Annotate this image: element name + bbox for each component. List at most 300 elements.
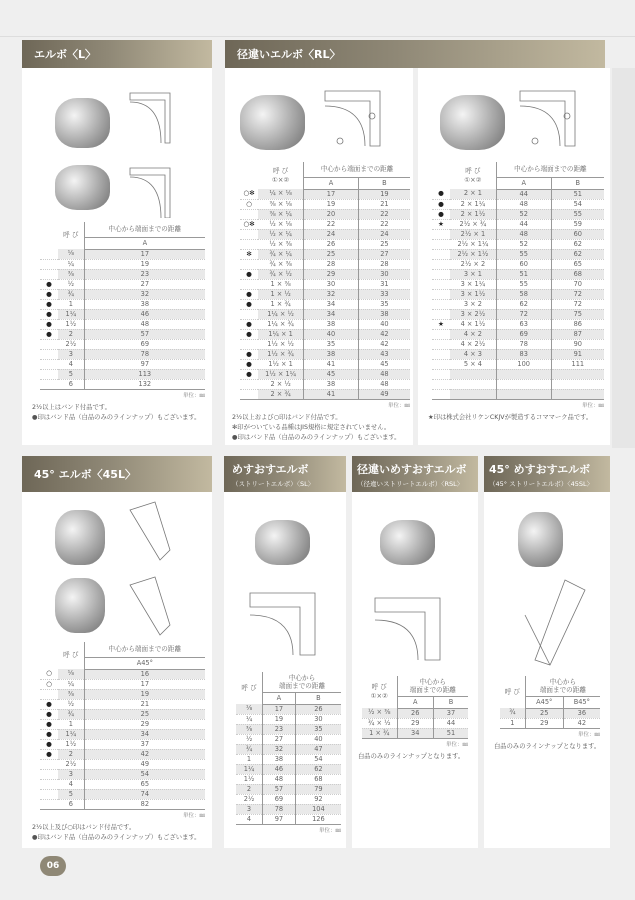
value-cell: 36 xyxy=(563,708,600,718)
table-row xyxy=(240,229,410,239)
street-elbow-photo xyxy=(255,520,310,565)
mark-cell: ● xyxy=(240,329,258,339)
mark-cell xyxy=(40,769,58,779)
value-cell: 111 xyxy=(551,359,604,369)
section-header-rsl xyxy=(352,456,478,492)
value-cell: 32 xyxy=(263,744,296,754)
value-cell: 69 xyxy=(496,329,551,339)
mark-cell xyxy=(40,379,58,389)
mark-cell: ● xyxy=(240,299,258,309)
size-cell: 1¼ xyxy=(58,309,84,319)
size-cell: 5 xyxy=(58,369,84,379)
value-cell: 31 xyxy=(358,279,410,289)
size-header xyxy=(500,676,525,708)
size-cell: ¼ xyxy=(236,714,263,724)
table-row xyxy=(236,794,341,804)
size-cell: ¾ × ¼ xyxy=(258,249,304,259)
size-cell: ⅜ xyxy=(58,689,84,699)
table-row xyxy=(432,279,604,289)
reducing-elbow-drawing xyxy=(515,86,595,156)
table-row xyxy=(432,239,604,249)
mark-cell xyxy=(432,279,450,289)
size-header-sub: ①×② xyxy=(370,692,388,700)
table-row xyxy=(432,249,604,259)
spec-table xyxy=(40,642,205,810)
spec-table xyxy=(240,162,410,400)
table-row xyxy=(40,779,205,789)
mark-cell xyxy=(432,349,450,359)
mark-cell: ● xyxy=(40,319,58,329)
value-cell: 38 xyxy=(263,754,296,764)
value-cell: 60 xyxy=(496,259,551,269)
table-row xyxy=(432,229,604,239)
mark-cell xyxy=(432,259,450,269)
column-header: A xyxy=(397,696,433,708)
value-cell: 38 xyxy=(304,349,359,359)
table-row xyxy=(40,689,205,699)
size-cell: 2½ × 1 xyxy=(450,229,496,239)
size-cell: 2 xyxy=(236,784,263,794)
value-cell: 78 xyxy=(496,339,551,349)
mark-cell: ★ xyxy=(432,319,450,329)
footnote: ●印はバンド品（白品のみのラインナップ）もございます。 xyxy=(32,413,201,421)
table-block xyxy=(428,162,604,423)
size-cell: ¾ xyxy=(236,744,263,754)
distance-header-line: 中心から端面までの距離 xyxy=(108,645,182,654)
value-cell: 37 xyxy=(84,739,205,749)
value-cell: 49 xyxy=(84,759,205,769)
mark-cell: ○✻ xyxy=(240,189,258,199)
size-cell: 1 xyxy=(58,299,84,309)
distance-header xyxy=(397,676,468,696)
section-header-l xyxy=(22,40,212,68)
value-cell: 68 xyxy=(295,774,341,784)
size-cell: 2½ xyxy=(58,339,84,349)
table-row xyxy=(240,189,410,199)
size-cell: 1½ xyxy=(236,774,263,784)
mark-cell xyxy=(40,269,58,279)
mark-cell xyxy=(432,289,450,299)
size-cell: 2½ xyxy=(236,794,263,804)
table-row xyxy=(240,279,410,289)
size-cell: ⅜ xyxy=(236,724,263,734)
size-cell: 2 × ½ xyxy=(258,379,304,389)
spec-table xyxy=(236,672,341,825)
column-header: B45° xyxy=(563,696,600,708)
section-title: 45° エルボ〈45L〉 xyxy=(34,468,136,481)
table-row xyxy=(240,199,410,209)
value-cell: 32 xyxy=(84,289,205,299)
value-cell: 72 xyxy=(496,309,551,319)
table-row xyxy=(236,744,341,754)
value-cell: 17 xyxy=(84,679,205,689)
table-row xyxy=(40,359,205,369)
value-cell: 63 xyxy=(496,319,551,329)
size-cell: ¾ × ½ xyxy=(258,269,304,279)
footnote: 2½以上および○印はバンド付品です。 xyxy=(232,413,342,421)
value-cell: 51 xyxy=(551,189,604,199)
elbow-photo xyxy=(55,165,110,210)
size-cell: 6 xyxy=(58,379,84,389)
size-cell: 1½ × ½ xyxy=(258,339,304,349)
value-cell: 104 xyxy=(295,804,341,814)
mark-cell: ● xyxy=(240,369,258,379)
size-cell: 1¼ × ¾ xyxy=(258,319,304,329)
size-cell: ¾ × ½ xyxy=(362,718,397,728)
value-cell: 20 xyxy=(304,209,359,219)
table-row xyxy=(40,669,205,679)
value-cell: 19 xyxy=(304,199,359,209)
mark-cell: ○ xyxy=(40,669,58,679)
value-cell: 52 xyxy=(496,239,551,249)
table-row xyxy=(236,734,341,744)
size-cell: 1½ xyxy=(58,319,84,329)
size-header-sub: ①×② xyxy=(464,175,482,184)
value-cell: 27 xyxy=(263,734,296,744)
value-cell xyxy=(496,369,551,379)
table-row xyxy=(500,708,600,718)
value-cell: 62 xyxy=(496,299,551,309)
mark-cell: ● xyxy=(40,739,58,749)
value-cell: 43 xyxy=(358,349,410,359)
table-row xyxy=(240,239,410,249)
footnote: ✻印がついている品種はJIS規格に規定されていません。 xyxy=(232,423,391,431)
value-cell: 26 xyxy=(304,239,359,249)
table-row xyxy=(40,309,205,319)
table-row xyxy=(40,729,205,739)
size-cell: 2 × 1 xyxy=(450,189,496,199)
table-row xyxy=(432,259,604,269)
value-cell: 48 xyxy=(263,774,296,784)
mark-cell xyxy=(240,239,258,249)
table-row xyxy=(240,359,410,369)
value-cell: 40 xyxy=(304,329,359,339)
table-row xyxy=(432,199,604,209)
unit-label: 単位：㎜ xyxy=(318,827,341,834)
size-cell: 4 xyxy=(58,779,84,789)
mark-cell xyxy=(432,309,450,319)
table-row xyxy=(236,724,341,734)
value-cell: 24 xyxy=(358,229,410,239)
column-header: A45° xyxy=(84,657,205,669)
mark-cell xyxy=(432,329,450,339)
mark-cell: ● xyxy=(432,189,450,199)
table-row xyxy=(40,699,205,709)
size-cell: 5 xyxy=(58,789,84,799)
table-row xyxy=(40,369,205,379)
mark-cell: ● xyxy=(40,309,58,319)
size-cell: 3 xyxy=(58,769,84,779)
value-cell: 54 xyxy=(84,769,205,779)
value-cell: 59 xyxy=(551,219,604,229)
value-cell: 74 xyxy=(84,789,205,799)
size-cell xyxy=(450,369,496,379)
size-cell: 2½ × 1½ xyxy=(450,249,496,259)
size-cell: ⅜ × ⅛ xyxy=(258,199,304,209)
value-cell: 51 xyxy=(433,728,468,738)
unit-label: 単位：㎜ xyxy=(387,402,410,409)
mark-cell: ● xyxy=(240,349,258,359)
spec-table xyxy=(500,676,600,729)
mark-cell: ● xyxy=(432,199,450,209)
table-row xyxy=(40,709,205,719)
size-cell: 5 × 4 xyxy=(450,359,496,369)
table-row xyxy=(40,319,205,329)
mark-cell xyxy=(432,229,450,239)
size-cell xyxy=(450,379,496,389)
size-cell: 3 × 1¼ xyxy=(450,279,496,289)
size-header xyxy=(58,222,84,249)
value-cell: 57 xyxy=(263,784,296,794)
distance-header xyxy=(304,162,410,177)
mark-cell: ● xyxy=(240,289,258,299)
value-cell: 87 xyxy=(551,329,604,339)
mark-cell xyxy=(240,379,258,389)
table-row xyxy=(40,749,205,759)
section-title: 径違いエルボ〈RL〉 xyxy=(237,48,341,61)
table-row xyxy=(236,774,341,784)
mark-cell: ● xyxy=(40,289,58,299)
table-row xyxy=(432,309,604,319)
table-row xyxy=(40,759,205,769)
mark-cell xyxy=(432,339,450,349)
value-cell: 41 xyxy=(304,389,359,399)
value-cell: 32 xyxy=(304,289,359,299)
value-cell: 42 xyxy=(358,339,410,349)
size-cell: 3 xyxy=(58,349,84,359)
unit-label: 単位：㎜ xyxy=(182,392,205,399)
mark-cell: ● xyxy=(40,329,58,339)
spec-table xyxy=(432,162,604,400)
column-header: B xyxy=(295,692,341,704)
value-cell: 33 xyxy=(358,289,410,299)
value-cell: 44 xyxy=(496,189,551,199)
value-cell: 86 xyxy=(551,319,604,329)
mark-cell: ○ xyxy=(240,199,258,209)
column-header: A xyxy=(496,177,551,189)
street-elbow-drawing xyxy=(245,585,340,660)
mark-cell: ● xyxy=(240,269,258,279)
table-row xyxy=(432,389,604,399)
size-cell: 1¼ × 1 xyxy=(258,329,304,339)
value-cell: 23 xyxy=(263,724,296,734)
size-cell: ⅜ × ¼ xyxy=(258,209,304,219)
table-row xyxy=(432,299,604,309)
mark-cell xyxy=(432,369,450,379)
size-cell: 2½ xyxy=(58,759,84,769)
value-cell: 34 xyxy=(84,729,205,739)
mark-cell xyxy=(40,369,58,379)
value-cell: 28 xyxy=(304,259,359,269)
value-cell: 45 xyxy=(304,369,359,379)
value-cell: 69 xyxy=(263,794,296,804)
table-row xyxy=(500,718,600,728)
size-cell: 1 × ½ xyxy=(258,289,304,299)
size-header-label: 呼 び xyxy=(63,231,79,239)
size-cell: 2 xyxy=(58,329,84,339)
value-cell: 48 xyxy=(358,379,410,389)
mark-cell: ● xyxy=(40,299,58,309)
value-cell: 62 xyxy=(551,239,604,249)
table-row xyxy=(362,718,468,728)
column-header: B xyxy=(358,177,410,189)
value-cell: 65 xyxy=(84,779,205,789)
table-row xyxy=(432,379,604,389)
table-row xyxy=(432,339,604,349)
value-cell: 132 xyxy=(84,379,205,389)
value-cell: 34 xyxy=(304,309,359,319)
45-elbow-photo xyxy=(55,578,105,633)
size-cell: 4 × 1½ xyxy=(450,319,496,329)
value-cell: 91 xyxy=(551,349,604,359)
mark-cell xyxy=(432,239,450,249)
value-cell: 48 xyxy=(84,319,205,329)
value-cell: 78 xyxy=(84,349,205,359)
section-header-sl xyxy=(224,456,346,492)
value-cell: 46 xyxy=(84,309,205,319)
value-cell: 75 xyxy=(551,309,604,319)
size-cell: 1¼ xyxy=(236,764,263,774)
value-cell: 27 xyxy=(358,249,410,259)
table-row xyxy=(432,359,604,369)
value-cell: 21 xyxy=(84,699,205,709)
45-street-elbow-drawing xyxy=(505,575,595,675)
spec-table xyxy=(40,222,205,390)
value-cell: 42 xyxy=(84,749,205,759)
size-header xyxy=(362,676,397,708)
mark-cell: ✻ xyxy=(240,249,258,259)
value-cell: 35 xyxy=(295,724,341,734)
distance-header-line: 中心から xyxy=(419,677,446,686)
column-header: B xyxy=(433,696,468,708)
size-header xyxy=(58,642,84,669)
value-cell xyxy=(551,379,604,389)
value-cell: 25 xyxy=(525,708,563,718)
reducing-elbow-photo xyxy=(440,95,505,150)
distance-header-line: 中心から端面までの距離 xyxy=(320,165,394,174)
size-cell: 1½ × 1¼ xyxy=(258,369,304,379)
value-cell: 38 xyxy=(358,309,410,319)
value-cell: 38 xyxy=(84,299,205,309)
value-cell: 25 xyxy=(304,249,359,259)
size-cell: ½ × ⅛ xyxy=(258,219,304,229)
mark-cell: ● xyxy=(40,749,58,759)
unit-label: 単位：㎜ xyxy=(182,812,205,819)
table-row xyxy=(240,389,410,399)
table-row xyxy=(240,349,410,359)
value-cell: 25 xyxy=(358,239,410,249)
table-row xyxy=(240,269,410,279)
table-row xyxy=(432,349,604,359)
distance-header-line: 中心から端面までの距離 xyxy=(108,225,182,234)
mark-cell xyxy=(432,299,450,309)
mark-cell: ● xyxy=(40,279,58,289)
distance-header-line: 端面までの距離 xyxy=(278,681,326,690)
table-row xyxy=(40,349,205,359)
size-cell: 4 × 2½ xyxy=(450,339,496,349)
value-cell: 19 xyxy=(84,259,205,269)
elbow-drawing xyxy=(125,88,195,218)
value-cell: 41 xyxy=(304,359,359,369)
value-cell: 29 xyxy=(397,718,433,728)
table-row xyxy=(236,814,341,824)
side-strip xyxy=(612,68,635,448)
value-cell: 65 xyxy=(551,259,604,269)
value-cell: 113 xyxy=(84,369,205,379)
size-cell: ¼ × ⅛ xyxy=(258,189,304,199)
size-cell: 3 × 1 xyxy=(450,269,496,279)
table-block xyxy=(32,642,205,843)
table-row xyxy=(240,209,410,219)
table-row xyxy=(236,754,341,764)
size-cell: 2 × ¾ xyxy=(258,389,304,399)
mark-cell: ● xyxy=(432,209,450,219)
table-row xyxy=(40,279,205,289)
mark-header xyxy=(40,642,58,669)
table-row xyxy=(432,329,604,339)
reducing-street-elbow-photo xyxy=(380,520,435,565)
section-title: 径違いめすおすエルボ xyxy=(357,462,467,476)
mark-cell xyxy=(40,359,58,369)
mark-cell xyxy=(240,229,258,239)
value-cell: 68 xyxy=(551,269,604,279)
footnote: 白品のみのラインナップとなります。 xyxy=(494,742,601,750)
table-row xyxy=(236,704,341,714)
footnote: ●印はバンド品（白品のみのラインナップ）もございます。 xyxy=(232,433,401,441)
value-cell: 17 xyxy=(263,704,296,714)
size-cell: ⅛ xyxy=(58,669,84,679)
size-cell: 4 xyxy=(236,814,263,824)
value-cell: 126 xyxy=(295,814,341,824)
spec-table xyxy=(362,676,468,739)
unit-label: 単位：㎜ xyxy=(445,741,468,748)
size-header xyxy=(258,162,304,189)
table-row xyxy=(40,769,205,779)
value-cell: 55 xyxy=(496,249,551,259)
table-block xyxy=(494,676,601,752)
size-header-label: 呼 び xyxy=(241,683,257,692)
table-block xyxy=(32,222,205,423)
value-cell: 79 xyxy=(295,784,341,794)
size-cell: 1 xyxy=(236,754,263,764)
size-header xyxy=(450,162,496,189)
mark-header xyxy=(432,162,450,189)
value-cell: 24 xyxy=(304,229,359,239)
value-cell: 21 xyxy=(358,199,410,209)
mark-cell xyxy=(432,249,450,259)
value-cell: 72 xyxy=(551,289,604,299)
size-cell: 1 × ¾ xyxy=(258,299,304,309)
value-cell: 49 xyxy=(358,389,410,399)
footnote: ★印は株式会社リケンCKJVが製造するコママーク品です。 xyxy=(428,413,593,421)
mark-cell xyxy=(40,759,58,769)
size-header xyxy=(236,672,263,704)
value-cell: 29 xyxy=(304,269,359,279)
size-cell: ⅛ xyxy=(58,249,84,259)
mark-cell xyxy=(432,379,450,389)
size-cell: 2½ × ¾ xyxy=(450,219,496,229)
size-cell: 4 xyxy=(58,359,84,369)
table-row xyxy=(40,329,205,339)
size-cell: 3 × 1½ xyxy=(450,289,496,299)
table-row xyxy=(236,764,341,774)
value-cell: 19 xyxy=(84,689,205,699)
value-cell: 26 xyxy=(295,704,341,714)
column-header: A45° xyxy=(525,696,563,708)
section-title: エルボ〈L〉 xyxy=(34,48,97,61)
value-cell: 27 xyxy=(84,279,205,289)
elbow-photo xyxy=(55,98,110,148)
